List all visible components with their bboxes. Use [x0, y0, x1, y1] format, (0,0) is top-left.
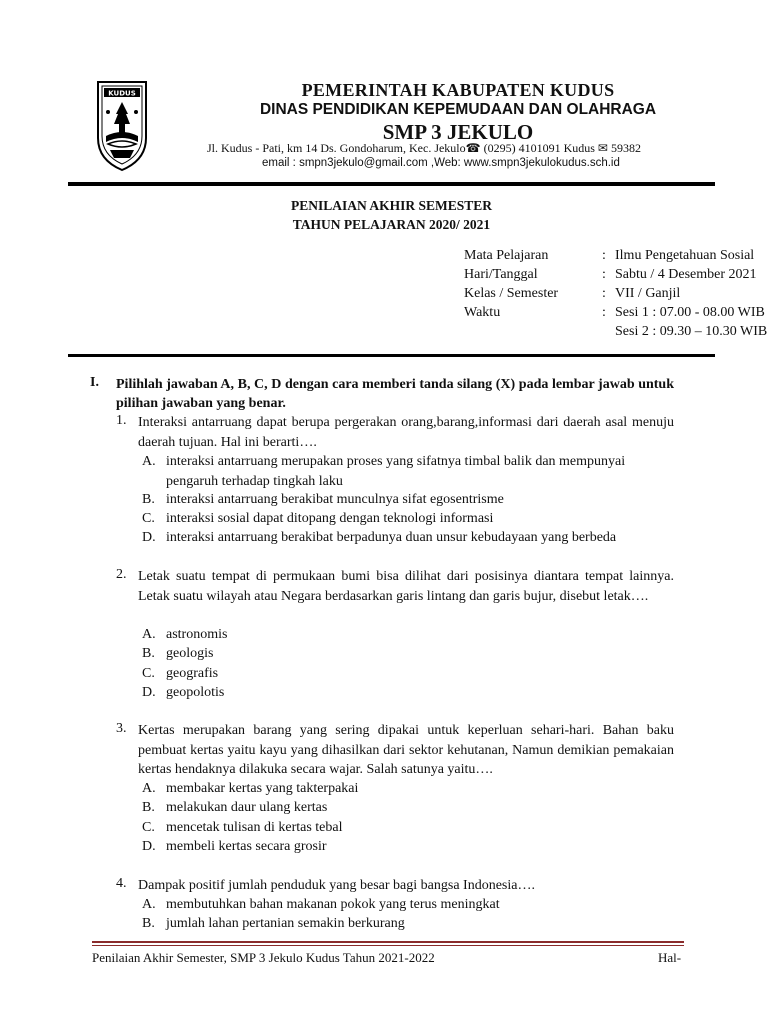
info-value-session-2: Sesi 2 : 09.30 – 10.30 WIB: [615, 324, 768, 339]
question-number: 4.: [116, 876, 127, 891]
question-number: 1.: [116, 413, 127, 428]
kudus-regency-emblem: [94, 78, 150, 172]
option-letter: B.: [142, 916, 155, 931]
option-letter: B.: [142, 492, 155, 507]
option-text: melakukan daur ulang kertas: [166, 800, 328, 815]
option-text: interaksi antarruang berakibat berpadunya duan unsur kebudayaan yang berbeda: [166, 530, 617, 545]
section-instruction: Pilihlah jawaban A, B, C, D dengan cara memberi tanda silang (X) pada lembar jawab untuk pilihan jawaban yang benar.: [116, 377, 674, 411]
info-label: Mata Pelajaran: [464, 248, 549, 263]
option-letter: C.: [142, 511, 155, 526]
info-colon: :: [602, 286, 606, 301]
info-value: Ilmu Pengetahuan Sosial: [615, 248, 755, 263]
question-text: Dampak positif jumlah penduduk yang besar bagi bangsa Indonesia….: [138, 878, 535, 893]
option-letter: A.: [142, 454, 156, 469]
header-divider: [68, 182, 715, 186]
option-text: membeli kertas secara grosir: [166, 839, 327, 854]
option-letter: A.: [142, 627, 156, 642]
question-number: 2.: [116, 567, 127, 582]
info-label: Hari/Tanggal: [464, 267, 538, 282]
option-text: interaksi antarruang berakibat munculnya sifat egosentrisme: [166, 492, 504, 507]
option-letter: A.: [142, 897, 156, 912]
question-number: 3.: [116, 721, 127, 736]
option-letter: D.: [142, 685, 156, 700]
question-text: Letak suatu tempat di permukaan bumi bisa dilihat dari posisinya diantara tempat lainnya. Letak suatu wilayah atau Negara berdasarkan garis lintang dan garis bujur, disebut letak….: [138, 569, 674, 604]
info-value: Sesi 1 : 07.00 - 08.00 WIB: [615, 305, 765, 320]
info-colon: :: [602, 305, 606, 320]
option-letter: D.: [142, 530, 156, 545]
info-label: Kelas / Semester: [464, 286, 559, 301]
department-name: DINAS PENDIDIKAN KEPEMUDAAN DAN OLAHRAGA: [259, 101, 657, 118]
info-label: Waktu: [464, 305, 501, 320]
option-text: geologis: [166, 646, 214, 661]
option-text: geografis: [166, 666, 219, 681]
option-text: mencetak tulisan di kertas tebal: [166, 820, 343, 835]
info-colon: :: [602, 248, 606, 263]
info-colon: :: [602, 267, 606, 282]
option-text: membakar kertas yang takterpakai: [166, 781, 359, 796]
exam-title: PENILAIAN AKHIR SEMESTER: [290, 198, 493, 213]
footer-divider: [92, 941, 684, 943]
option-letter: C.: [142, 666, 155, 681]
page-number: Hal-: [658, 950, 682, 965]
option-text: interaksi sosial dapat ditopang dengan teknologi informasi: [166, 511, 494, 526]
option-letter: D.: [142, 839, 156, 854]
option-letter: A.: [142, 781, 156, 796]
school-address: Jl. Kudus - Pati, km 14 Ds. Gondoharum, Kec. Jekulo☎ (0295) 4101091 Kudus ✉ 59382: [207, 141, 641, 155]
info-value: VII / Ganjil: [615, 286, 681, 301]
footer-divider-thin: [92, 945, 684, 946]
option-text: jumlah lahan pertanian semakin berkurang: [166, 916, 405, 931]
info-divider: [68, 354, 715, 357]
option-letter: C.: [142, 820, 155, 835]
government-name: PEMERINTAH KABUPATEN KUDUS: [301, 80, 615, 100]
info-value: Sabtu / 4 Desember 2021: [615, 267, 757, 282]
option-text: membutuhkan bahan makanan pokok yang terus meningkat: [166, 897, 500, 912]
option-letter: B.: [142, 646, 155, 661]
section-number: I.: [90, 375, 99, 390]
school-contact: email : smpn3jekulo@gmail.com ,Web: www.smpn3jekulokudus.sch.id: [262, 157, 620, 169]
question-text: Interaksi antarruang dapat berupa pergerakan orang,barang,informasi dari daerah asal menuju daerah tujuan. Hal ini berarti….: [138, 415, 674, 450]
question-text: Kertas merupakan barang yang sering dipakai untuk keperluan sehari-hari. Bahan baku pembuat kertas yaitu kayu yang dihasilkan dari sektor kehutanan, Namun demikian pemakaian kertas hendaknya dilakuka secara wajar. Salah satunya yaitu….: [138, 723, 674, 777]
option-text: astronomis: [166, 627, 228, 642]
academic-year: TAHUN PELAJARAN 2020/ 2021: [292, 217, 491, 232]
svg-text:KUDUS: KUDUS: [108, 89, 136, 98]
school-name: SMP 3 JEKULO: [382, 120, 534, 144]
option-text: interaksi antarruang merupakan proses yang sifatnya timbal balik dan mempunyai pengaruh terhadap tingkah laku: [166, 454, 626, 489]
option-text: geopolotis: [166, 685, 225, 700]
option-letter: B.: [142, 800, 155, 815]
footer-text: Penilaian Akhir Semester, SMP 3 Jekulo Kudus Tahun 2021-2022: [92, 950, 435, 965]
